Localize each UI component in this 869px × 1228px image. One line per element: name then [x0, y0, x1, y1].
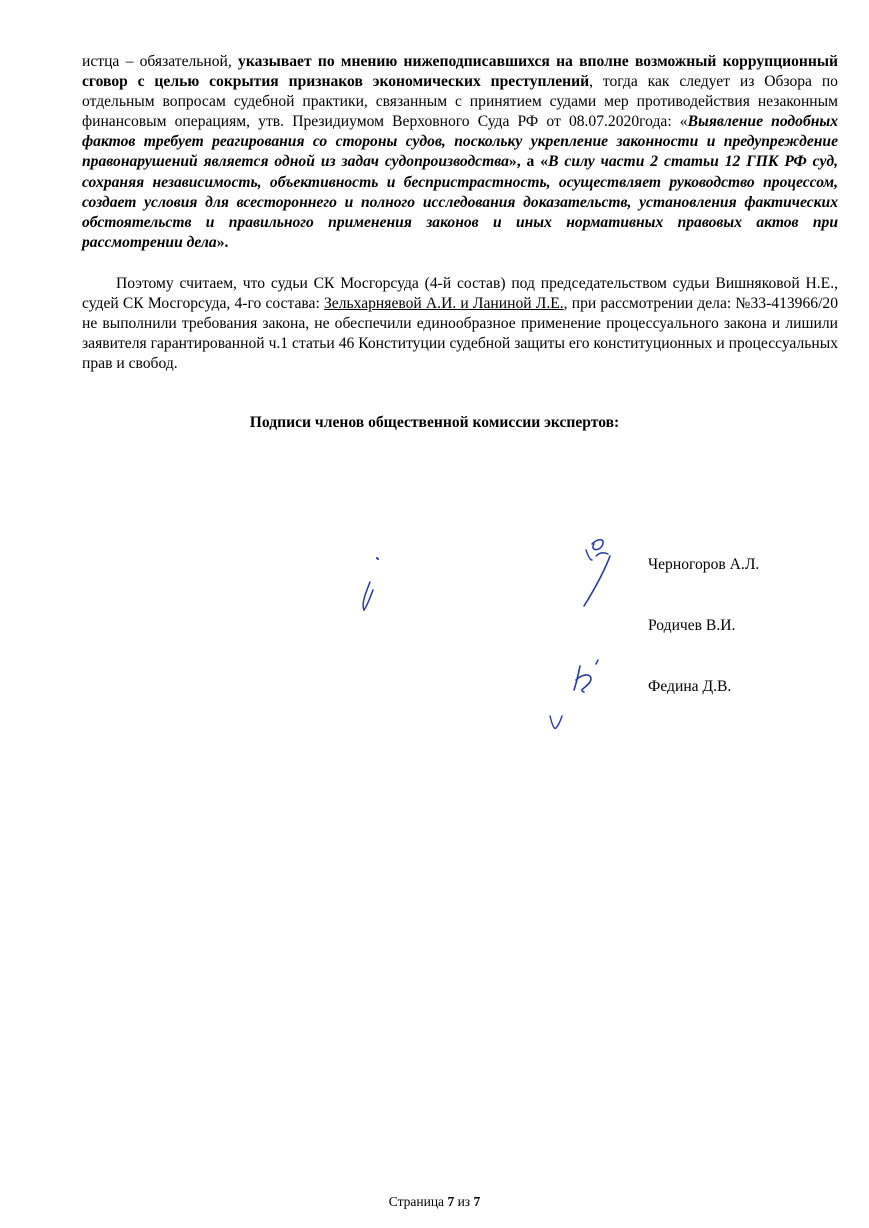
- paragraph-text: Поэтому считаем, что судьи СК Мосгорсуда (4-й состав) под председательством судьи Вишняковой Н.Е., судей СК Мосгорсуда, 4-го состава:: [82, 275, 838, 313]
- quote-bold-italic: В силу части 2 статьи 12 ГПК РФ суд, сохраняя независимость, объективность и беспристрастность, осуществляет руководство процессом, создает условия для всестороннего и полного исследования доказательств, установления фактических обстоятельств и правильного применения законов и иных нормативных правовых актов при рассмотрении дела: [82, 153, 838, 251]
- page-footer: [0, 1194, 869, 1210]
- signature-fedina: [540, 654, 610, 734]
- paragraph-judges: [82, 274, 838, 374]
- paragraph-bold-text: ».: [216, 233, 229, 251]
- underlined-names: Зельхарняевой А.И. и Ланиной Л.Е.: [323, 295, 564, 313]
- signature-mark-1: [355, 552, 395, 614]
- signer-name: Родичев В.И.: [648, 617, 736, 634]
- paragraph-text: , тогда как следует из Обзора по отдельным вопросам судебной практики, связанным с принятием судами мер противодействия незаконным финансовым операциям, утв. Президиумом Верховного Суда РФ от 08.07.2020года: «: [82, 73, 838, 131]
- footer-middle: из: [454, 1194, 474, 1209]
- paragraph-bold-text: », а «: [508, 153, 549, 171]
- footer-prefix: Страница: [388, 1194, 448, 1209]
- total-page-count: 7: [473, 1194, 481, 1209]
- quote-bold-italic: Выявление подобных фактов требует реагирования со стороны судов, поскольку укрепление законности и предупреждение правонарушений является одной из задач судопроизводства: [82, 113, 839, 171]
- signatures-heading: Подписи членов общественной комиссии экспертов:: [249, 414, 620, 431]
- paragraph-text: истца – обязательной,: [82, 53, 239, 70]
- signer-name: Черногоров А.Л.: [648, 556, 760, 573]
- current-page-number: 7: [447, 1194, 455, 1209]
- signer-name: Федина Д.В.: [648, 678, 732, 695]
- signature-chernogorov: [572, 530, 622, 610]
- paragraph-conclusion: [82, 52, 838, 253]
- paragraph-bold-text: указывает по мнению нижеподписавшихся на вполне возможный коррупционный сговор с целью сокрытия признаков экономических преступлений: [82, 53, 838, 91]
- paragraph-text: , при рассмотрении дела: №33-413966/20 не выполнили требования закона, не обеспечили единообразное применение процессуального закона и лишили заявителя гарантированной ч.1 статьи 46 Конституции судебной защиты его конституционных и процессуальных прав и свобод.: [82, 295, 838, 373]
